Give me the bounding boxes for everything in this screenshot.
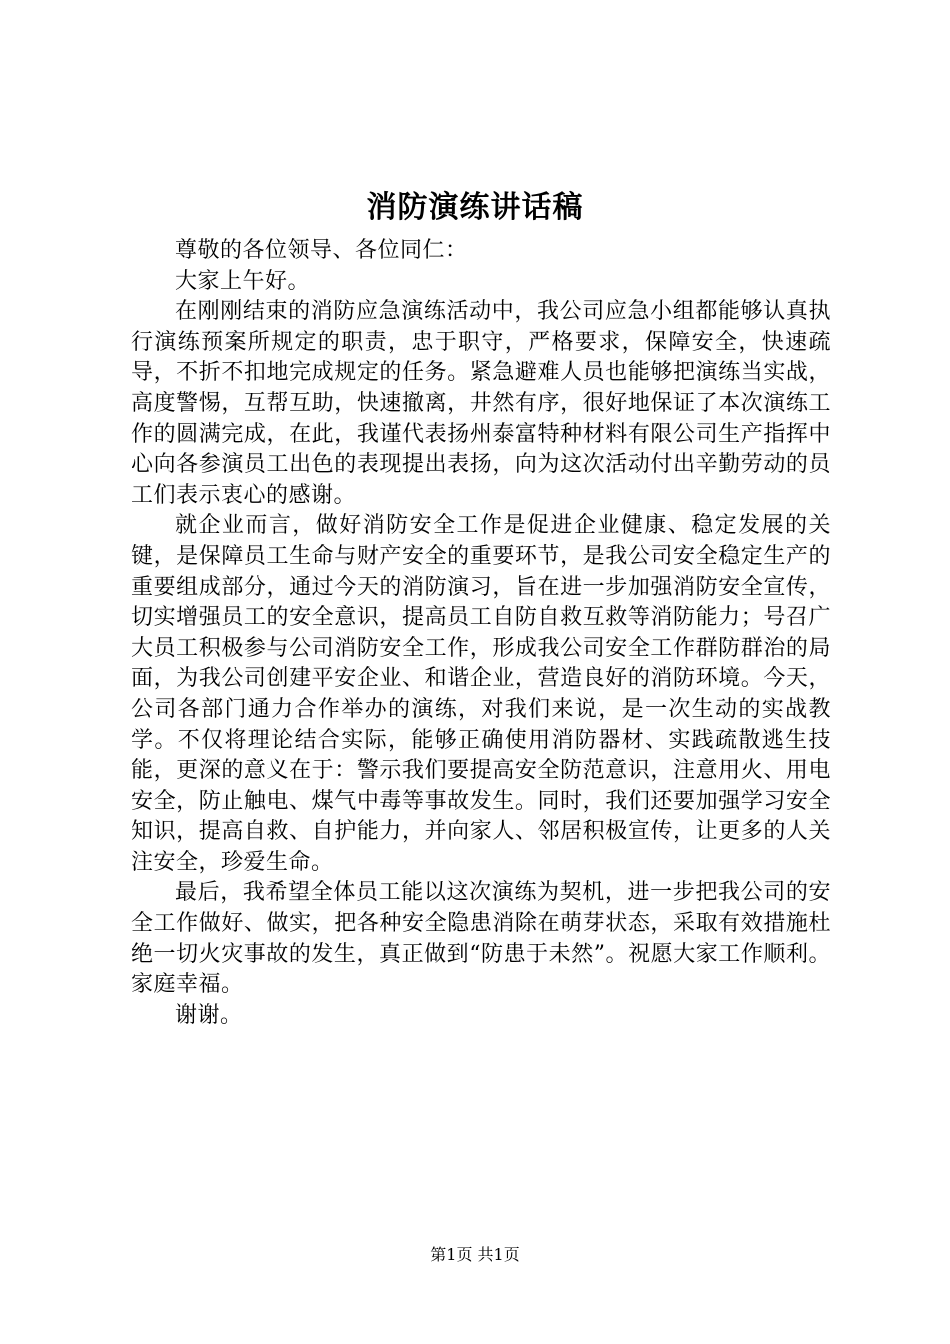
salutation: 尊敬的各位领导、各位同仁： (175, 238, 468, 263)
document-title: 消防演练讲话稿 (366, 190, 584, 225)
paragraph-1: 在刚刚结束的消防应急演练活动中，我公司应急小组都能够认真执行演练预案所规定的职责，忠于职守，严格要求，保障安全，快速疏导，不折不扣地完成规定的任务。紧急避难人员也能够把演练当实战，高度警惕，互帮互助，快速撤离，井然有序，很好地保证了本次演练工作的圆满完成，在此，我谨代表扬州泰富特种材料有限公司生产指挥中心向各参演员工出色的表现提出表扬，向为这次活动付出辛勤劳动的员工们表示衷心的感谢。 (131, 299, 831, 508)
closing: 谢谢。 (175, 1002, 243, 1028)
paragraph-2: 就企业而言，做好消防安全工作是促进企业健康、稳定发展的关键，是保障员工生命与财产安全的重要环节，是我公司安全稳定生产的重要组成部分，通过今天的消防演习，旨在进一步加强消防安全宣传，切实增强员工的安全意识，提高员工自防自救互救等消防能力；号召广大员工积极参与公司消防安全工作，形成我公司安全工作群防群治的局面，为我公司创建平安企业、和谐企业，营造良好的消防环境。今天，公司各部门通力合作举办的演练，对我们来说，是一次生动的实战教学。不仅将理论结合实际，能够正确使用消防器材、实践疏散逃生技能，更深的意义在于：警示我们要提高安全防范意识，注意用火、用电安全，防止触电、煤气中毒等事故发生。同时，我们还要加强学习安全知识，提高自救、自护能力，并向家人、邻居积极宣传，让更多的人关注安全，珍爱生命。 (131, 513, 831, 875)
document-body (131, 236, 831, 1031)
page-number-footer: 第1页 共1页 (430, 1245, 520, 1264)
greeting: 大家上午好。 (175, 268, 311, 294)
paragraph-3: 最后，我希望全体员工能以这次演练为契机，进一步把我公司的安全工作做好、做实，把各种安全隐患消除在萌芽状态，采取有效措施杜绝一切火灾事故的发生，真正做到“防患于未然”。祝愿大家工作顺利。家庭幸福。 (131, 880, 831, 998)
